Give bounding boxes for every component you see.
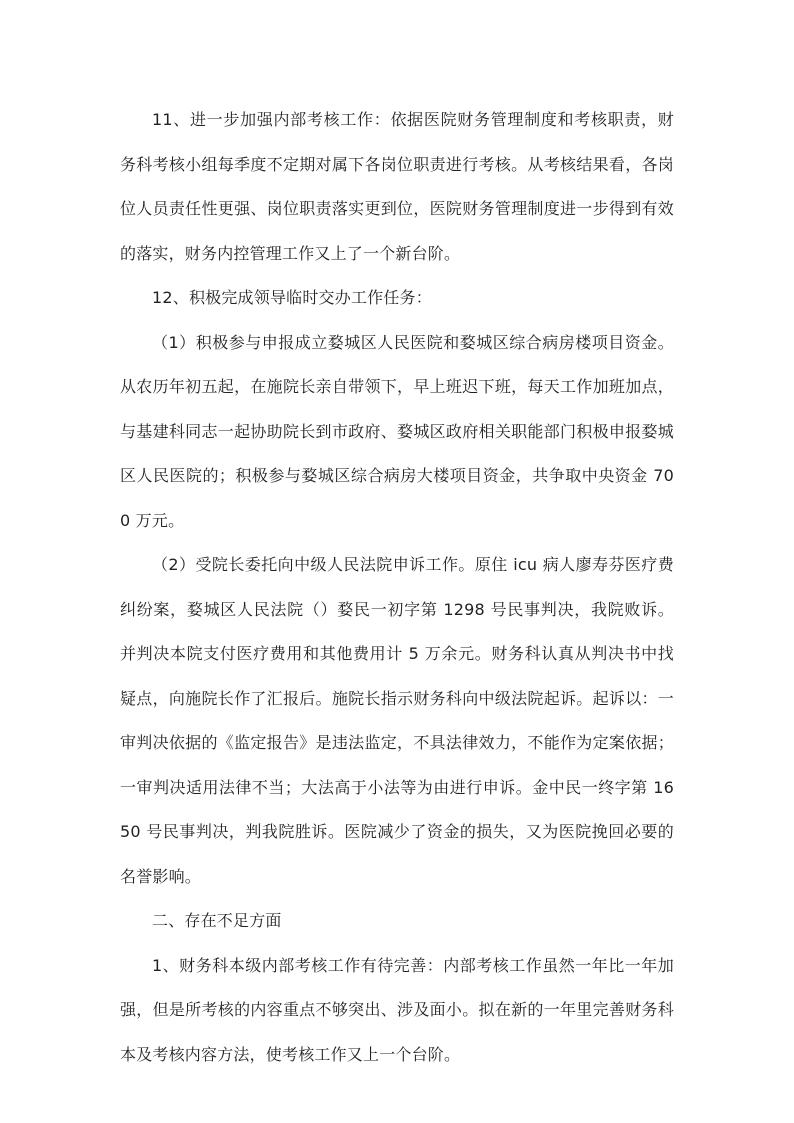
section-heading-deficiencies: 二、存在不足方面 [152,911,282,930]
paragraph-deficiency-1: 1、财务科本级内部考核工作有待完善：内部考核工作虽然一年比一年加强，但是所考核的内容重点不够突出、涉及面小。拟在新的一年里完善财务科本及考核内容方法，使考核工作又上一个台阶。 [120,955,674,1064]
paragraph-item-12-1: （1）积极参与申报成立婺城区人民医院和婺城区综合病房楼项目资金。从农历年初五起，在施院长亲自带领下，早上班迟下班，每天工作加班加点，与基建科同志一起协助院长到市政府、婺城区政府相关职能部门积极申报婺城区人民医院的；积极参与婺城区综合病房大楼项目资金，共争取中央资金 700 万元。 [120,332,674,530]
paragraph-item-12-2: （2）受院长委托向中级人民法院申诉工作。原住 icu 病人廖寿芬医疗费纠纷案，婺城区人民法院（）婺民一初字第 1298 号民事判决，我院败诉。并判决本院支付医疗费用和其他费用计 5 万余元。财务科认真从判决书中找疑点，向施院长作了汇报后。施院长指示财务科向中级法院起诉。起诉以：一审判决依据的《监定报告》是违法监定，不具法律效力，不能作为定案依据；一审判决适用法律不当；大法高于小法等为由进行申诉。金中民一终字第 1650 号民事判决，判我院胜诉。医院减少了资金的损失，又为医院挽回必要的名誉影响。 [120,555,674,886]
paragraph-item-12: 12、积极完成领导临时交办工作任务： [152,288,432,307]
document-body [120,98,674,1077]
paragraph-item-11: 11、进一步加强内部考核工作：依据医院财务管理制度和考核职责，财务科考核小组每季度不定期对属下各岗位职责进行考核。从考核结果看，各岗位人员责任性更强、岗位职责落实更到位，医院财务管理制度进一步得到有效的落实，财务内控管理工作又上了一个新台阶。 [120,110,674,263]
